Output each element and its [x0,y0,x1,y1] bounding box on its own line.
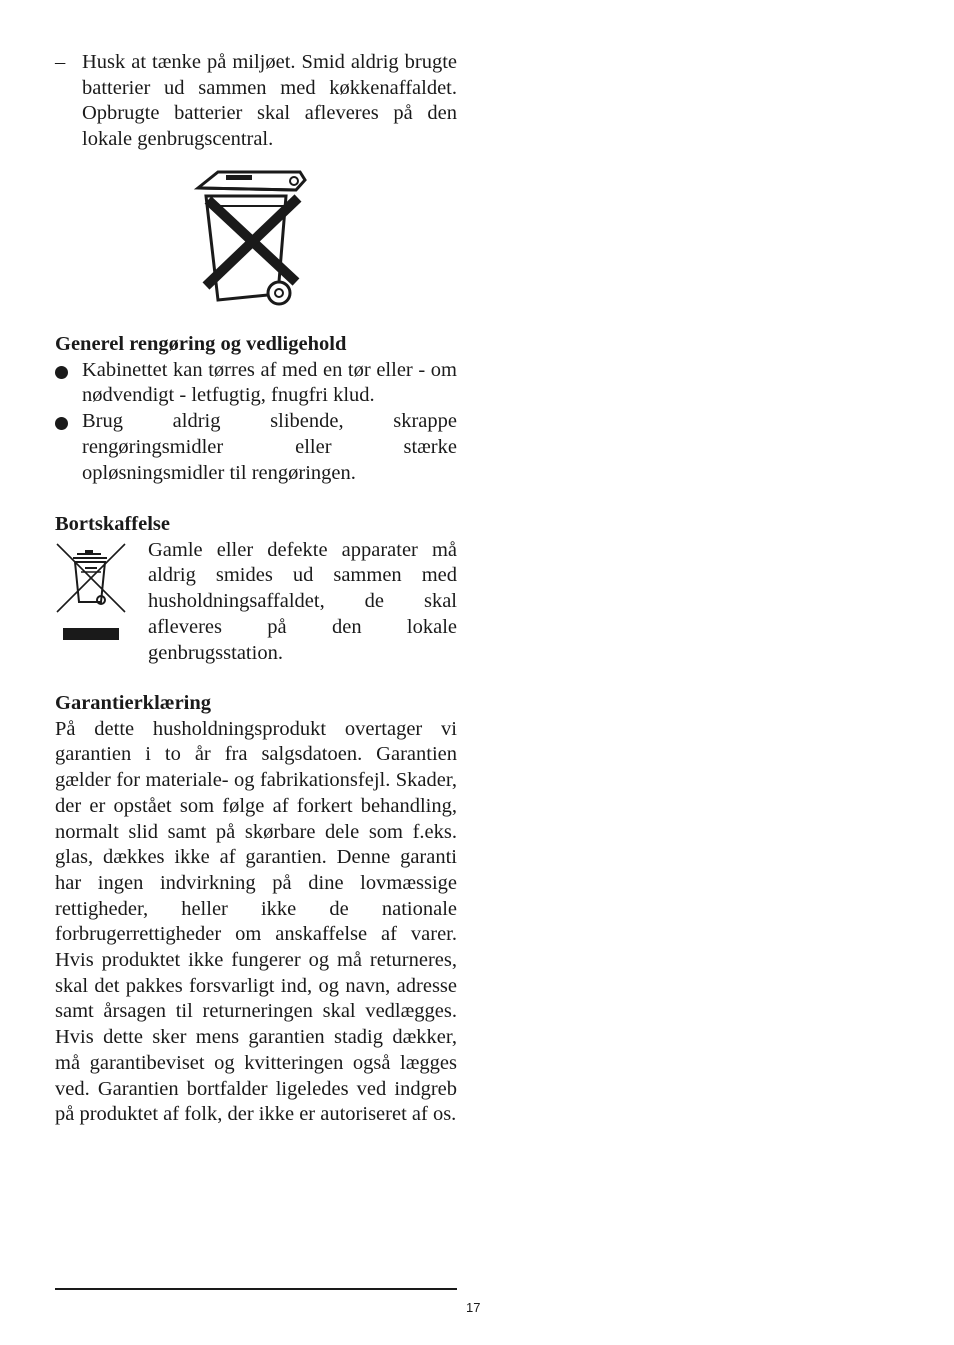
list-item [55,409,457,486]
warranty-heading: Garantierklæring [55,692,212,714]
warranty-section [55,691,457,1128]
warranty-text: På dette husholdningsprodukt overtager vi garantien i to år fra salgsdatoen. Garantien gælder for materiale- og fabrikationsfejl. Skader, der er opstået som følge af forkert behandling, normalt slid samt på skørbare dele som f.eks. glas, dækkes ikke af garantien. Denne garanti har ingen indvirkning på dine lovmæssige rettigheder, heller ikke de nationale forbrugerrettigheder om anskaffelse af varer. Hvis produktet ikke fungerer og må returneres, skal det pakkes forsvarligt ind, og navn, adresse samt årsagen til returneringen skal vedlægges. Hvis dette sker mens garantien stadig dækker, må garantibeviset og kvitteringen også lægges ved. Garantien bortfalder ligeledes ved indgreb på produktet af folk, der ikke er autoriseret af os. [55,717,457,1126]
list-item [55,358,457,409]
environment-note [55,50,457,153]
cleaning-section [55,332,457,486]
list-item-text: Kabinettet kan tørres af med en tør eller - om nødvendigt - letfugtig, fnugfri klud. [82,358,457,407]
dash-marker: – [55,51,66,73]
crossed-out-wheelie-bin-icon [192,166,310,306]
bullet-icon [55,366,68,379]
weee-crossed-bin-icon [55,542,127,644]
disposal-section [55,512,457,666]
disposal-heading: Bortskaffelse [55,513,171,535]
disposal-text: Gamle eller defekte apparater må aldrig smides ud sammen med husholdningsaffaldet, de skal afleveres på den lokale genbrugsstation. [148,538,457,664]
page-number: 17 [466,1300,481,1315]
cleaning-heading: Generel rengøring og vedligehold [55,333,347,355]
disposal-body [55,538,457,667]
environment-note-text: Husk at tænke på miljøet. Smid aldrig brugte batterier ud sammen med køkkenaffaldet. Opbrugte batterier skal afleveres på den lokale genbrugscentral. [82,51,457,151]
bullet-icon [55,417,68,430]
footer-rule [55,1288,457,1290]
list-item-text: Brug aldrig slibende, skrappe rengøringsmidler eller stærke opløsningsmidler til rengøringen. [82,410,457,484]
